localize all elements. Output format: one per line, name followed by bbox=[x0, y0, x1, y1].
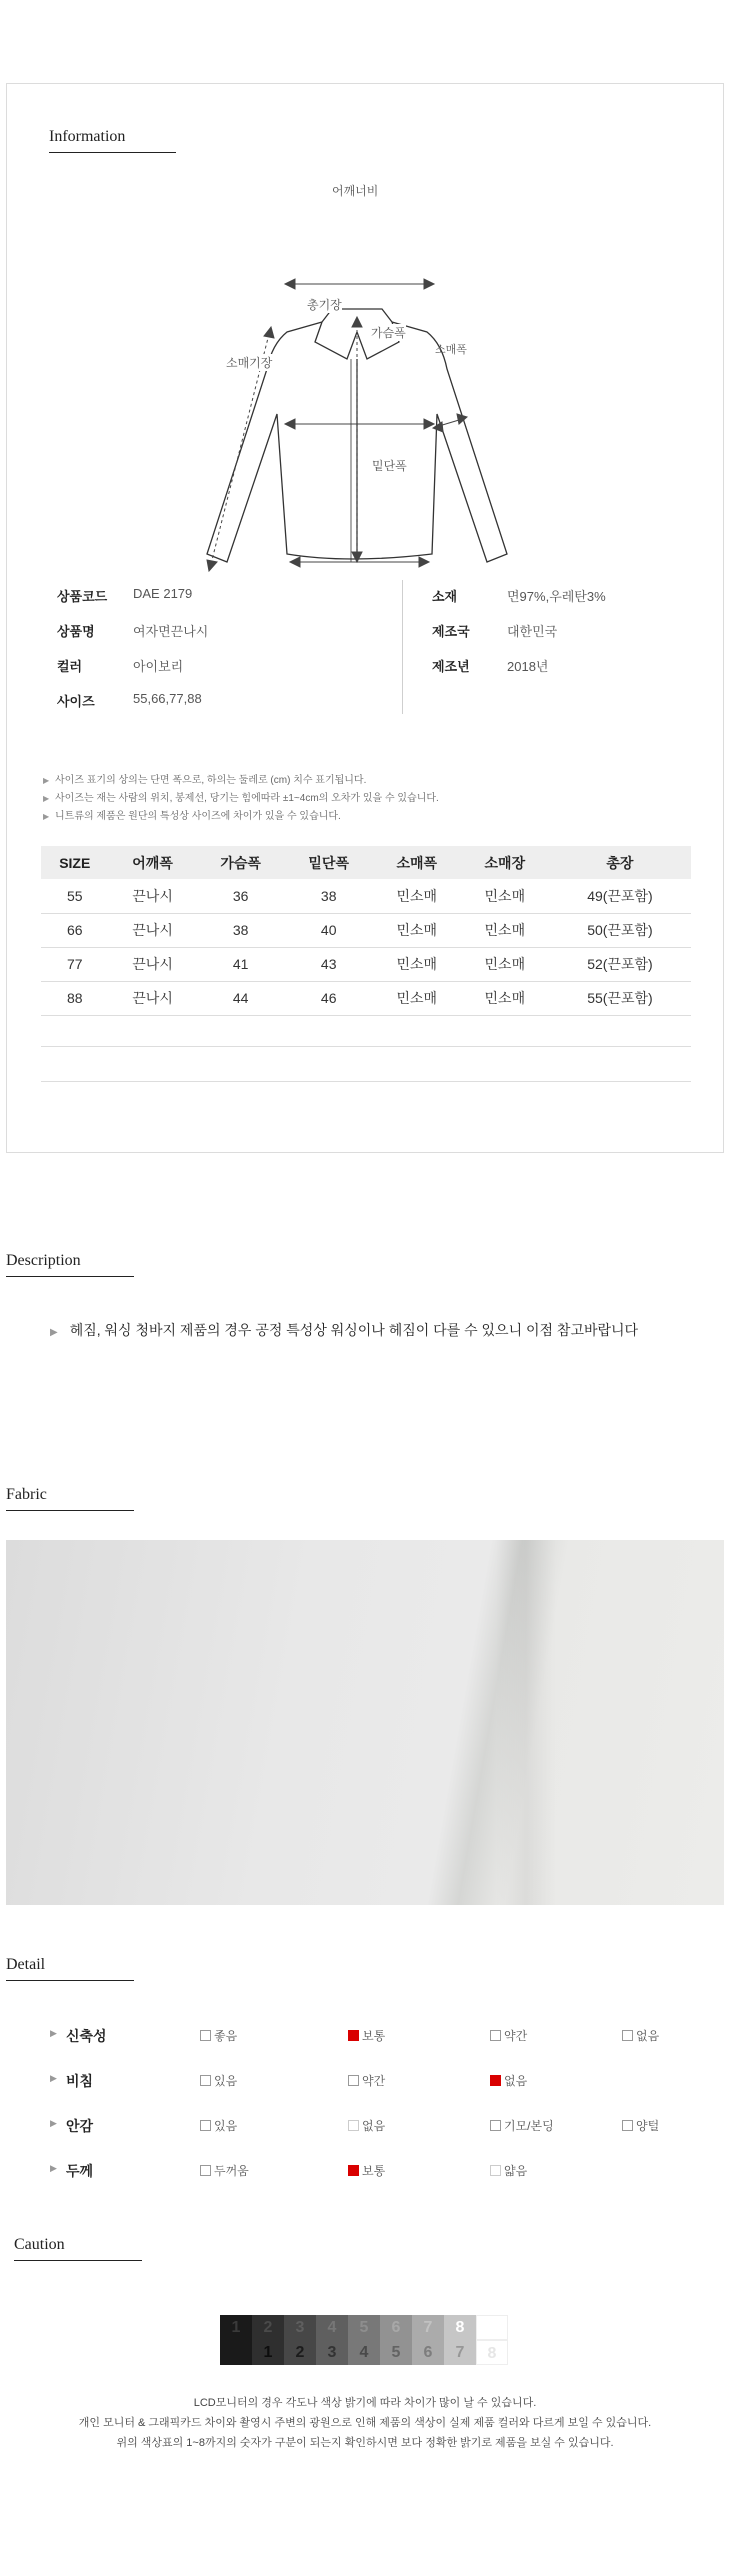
garment-size-diagram bbox=[197, 184, 537, 604]
brightness-swatch: 8 bbox=[444, 2315, 476, 2340]
spec-divider bbox=[402, 580, 403, 714]
checkbox bbox=[622, 2120, 633, 2131]
fabric-photo bbox=[6, 1540, 724, 1905]
detail-label-lining: ▶ 안감 bbox=[50, 2116, 93, 2136]
size-table-cell: 민소매 bbox=[461, 913, 549, 947]
size-table-cell: 36 bbox=[197, 879, 285, 913]
brightness-swatch: 1 bbox=[252, 2340, 284, 2365]
checkbox bbox=[490, 2165, 501, 2176]
detail-option-selected: 없음 bbox=[490, 2072, 527, 2089]
size-table-header bbox=[41, 846, 691, 879]
size-table-header-cell: 어깨폭 bbox=[109, 846, 197, 879]
detail-title: Detail bbox=[6, 1956, 134, 1981]
checkbox bbox=[490, 2120, 501, 2131]
size-table-cell: 끈나시 bbox=[109, 981, 197, 1015]
brightness-swatch: 6 bbox=[380, 2315, 412, 2340]
spec-value-country: 대한민국 bbox=[507, 624, 558, 639]
size-table-cell: 민소매 bbox=[373, 947, 461, 981]
size-table-cell: 44 bbox=[197, 981, 285, 1015]
detail-option: 있음 bbox=[200, 2072, 237, 2089]
size-table-header-cell: 총장 bbox=[549, 846, 691, 879]
size-table-cell: 55(끈포함) bbox=[549, 981, 691, 1015]
size-table-cell: 민소매 bbox=[461, 879, 549, 913]
brightness-swatch: 5 bbox=[380, 2340, 412, 2365]
brightness-swatch-row-top bbox=[220, 2315, 508, 2340]
caution-title: Caution bbox=[14, 2236, 142, 2261]
description-title: Description bbox=[6, 1252, 134, 1277]
brightness-swatch: 2 bbox=[252, 2315, 284, 2340]
size-table-cell: 끈나시 bbox=[109, 947, 197, 981]
size-table-cell: 민소매 bbox=[461, 981, 549, 1015]
spec-label-year: 제조년 bbox=[432, 659, 470, 674]
size-table-cell: 38 bbox=[285, 879, 373, 913]
size-note: ▶ 사이즈 표기의 상의는 단면 폭으로, 하의는 둘레로 (cm) 치수 표기됩니다. bbox=[43, 772, 439, 790]
size-table-cell: 민소매 bbox=[461, 947, 549, 981]
diagram-label-shoulder: 어깨너비 bbox=[332, 184, 379, 198]
spec-label-color: 컬러 bbox=[57, 659, 83, 674]
detail-option-selected: 보통 bbox=[348, 2027, 385, 2044]
spec-value-product-name: 여자면끈나시 bbox=[133, 624, 209, 639]
detail-option: 기모/본딩 bbox=[490, 2117, 554, 2134]
diagram-label-sleeve-length: 소매기장 bbox=[226, 356, 273, 370]
spec-value-material: 면97%,우레탄3% bbox=[507, 589, 606, 604]
spec-label-material: 소재 bbox=[432, 589, 458, 604]
size-table-cell: 66 bbox=[41, 913, 109, 947]
fabric-title: Fabric bbox=[6, 1486, 134, 1511]
checkbox-checked bbox=[348, 2165, 359, 2176]
checkbox bbox=[348, 2075, 359, 2086]
spec-value-year: 2018년 bbox=[507, 659, 549, 674]
information-section bbox=[6, 83, 724, 1153]
brightness-swatch: 4 bbox=[348, 2340, 380, 2365]
size-table-cell: 55 bbox=[41, 879, 109, 913]
table-divider bbox=[41, 1046, 691, 1047]
detail-option: 없음 bbox=[348, 2117, 385, 2134]
detail-option: 있음 bbox=[200, 2117, 237, 2134]
brightness-swatch: 4 bbox=[316, 2315, 348, 2340]
checkbox bbox=[490, 2030, 501, 2041]
detail-option-selected: 보통 bbox=[348, 2162, 385, 2179]
detail-option: 없음 bbox=[622, 2027, 659, 2044]
information-title: Information bbox=[49, 128, 176, 153]
size-table-cell: 38 bbox=[197, 913, 285, 947]
caution-line: 위의 색상표의 1~8까지의 숫자가 구분이 되는지 확인하시면 보다 정확한 밝기로 제품을 보실 수 있습니다. bbox=[116, 2437, 614, 2449]
brightness-swatch-row-bottom bbox=[220, 2340, 508, 2365]
brightness-swatch: 3 bbox=[284, 2315, 316, 2340]
detail-option: 양털 bbox=[622, 2117, 659, 2134]
checkbox bbox=[348, 2120, 359, 2131]
size-table-cell: 41 bbox=[197, 947, 285, 981]
detail-option: 두꺼움 bbox=[200, 2162, 249, 2179]
detail-option: 좋음 bbox=[200, 2027, 237, 2044]
size-table-header-cell: 소매장 bbox=[461, 846, 549, 879]
size-table-header-cell: 가슴폭 bbox=[197, 846, 285, 879]
size-table-header-cell: SIZE bbox=[41, 846, 109, 879]
detail-label-sheerness: ▶ 비침 bbox=[50, 2071, 93, 2091]
size-table-row bbox=[41, 947, 691, 981]
size-table-cell: 77 bbox=[41, 947, 109, 981]
brightness-swatch: 1 bbox=[220, 2315, 252, 2340]
size-table-cell: 민소매 bbox=[373, 913, 461, 947]
size-table-header-cell: 소매폭 bbox=[373, 846, 461, 879]
spec-value-size: 55,66,77,88 bbox=[133, 691, 202, 706]
size-table-cell: 88 bbox=[41, 981, 109, 1015]
caution-line: LCD모니터의 경우 각도나 색상 밝기에 따라 차이가 많이 날 수 있습니다. bbox=[193, 2397, 537, 2409]
size-table bbox=[41, 846, 691, 1016]
checkbox-checked bbox=[490, 2075, 501, 2086]
size-table-cell: 끈나시 bbox=[109, 879, 197, 913]
brightness-swatch: 5 bbox=[348, 2315, 380, 2340]
size-notes bbox=[43, 772, 439, 826]
detail-option: 약간 bbox=[490, 2027, 527, 2044]
spec-label-product-name: 상품명 bbox=[57, 624, 95, 639]
caution-line: 개인 모니터 & 그래픽카드 차이와 촬영시 주변의 광원으로 인해 제품의 색상이 실제 제품 컬러와 다르게 보일 수 있습니다. bbox=[78, 2417, 652, 2429]
brightness-swatch: 2 bbox=[284, 2340, 316, 2365]
spec-label-country: 제조국 bbox=[432, 624, 470, 639]
size-table-row bbox=[41, 981, 691, 1015]
spec-label-size: 사이즈 bbox=[57, 694, 95, 709]
detail-label-stretch: ▶ 신축성 bbox=[50, 2026, 107, 2046]
size-table-cell: 40 bbox=[285, 913, 373, 947]
diagram-label-chest: 가슴폭 bbox=[371, 326, 406, 340]
detail-option: 약간 bbox=[348, 2072, 385, 2089]
checkbox bbox=[200, 2030, 211, 2041]
size-table-cell: 46 bbox=[285, 981, 373, 1015]
brightness-swatch bbox=[220, 2340, 252, 2365]
brightness-swatch: 7 bbox=[412, 2315, 444, 2340]
brightness-swatch: 3 bbox=[316, 2340, 348, 2365]
brightness-swatch: 8 bbox=[476, 2340, 508, 2365]
size-table-header-cell: 밑단폭 bbox=[285, 846, 373, 879]
brightness-swatch bbox=[476, 2315, 508, 2340]
spec-label-product-code: 상품코드 bbox=[57, 589, 108, 604]
size-table-row bbox=[41, 913, 691, 947]
size-table-cell: 43 bbox=[285, 947, 373, 981]
diagram-label-sleeve-width: 소매폭 bbox=[435, 344, 467, 356]
diagram-label-hem: 밑단폭 bbox=[372, 459, 407, 473]
size-table-cell: 49(끈포함) bbox=[549, 879, 691, 913]
checkbox bbox=[200, 2165, 211, 2176]
brightness-swatch: 6 bbox=[412, 2340, 444, 2365]
size-table-cell: 50(끈포함) bbox=[549, 913, 691, 947]
diagram-label-total-length: 총기장 bbox=[307, 298, 342, 312]
size-table-cell: 민소매 bbox=[373, 981, 461, 1015]
detail-option: 얇음 bbox=[490, 2162, 527, 2179]
caution-text bbox=[0, 2393, 730, 2453]
detail-label-thickness: ▶ 두께 bbox=[50, 2161, 93, 2181]
checkbox bbox=[200, 2075, 211, 2086]
size-table-cell: 민소매 bbox=[373, 879, 461, 913]
table-divider bbox=[41, 1081, 691, 1082]
size-note: ▶ 사이즈는 재는 사람의 위치, 봉제선, 당기는 힘에따라 ±1~4cm의 오차가 있을 수 있습니다. bbox=[43, 790, 439, 808]
size-note: ▶ 니트류의 제품은 원단의 특성상 사이즈에 차이가 있을 수 있습니다. bbox=[43, 808, 439, 826]
checkbox-checked bbox=[348, 2030, 359, 2041]
size-table-row bbox=[41, 879, 691, 913]
brightness-swatch: 7 bbox=[444, 2340, 476, 2365]
spec-value-product-code: DAE 2179 bbox=[133, 586, 193, 601]
spec-value-color: 아이보리 bbox=[133, 659, 184, 674]
size-table-cell: 52(끈포함) bbox=[549, 947, 691, 981]
fabric-photo-fold bbox=[496, 1540, 556, 1905]
checkbox bbox=[200, 2120, 211, 2131]
description-text: ▶ 헤짐, 워싱 청바지 제품의 경우 공정 특성상 워싱이나 헤짐이 다를 수 있으니 이점 참고바랍니다 bbox=[50, 1320, 638, 1340]
size-table-cell: 끈나시 bbox=[109, 913, 197, 947]
checkbox bbox=[622, 2030, 633, 2041]
